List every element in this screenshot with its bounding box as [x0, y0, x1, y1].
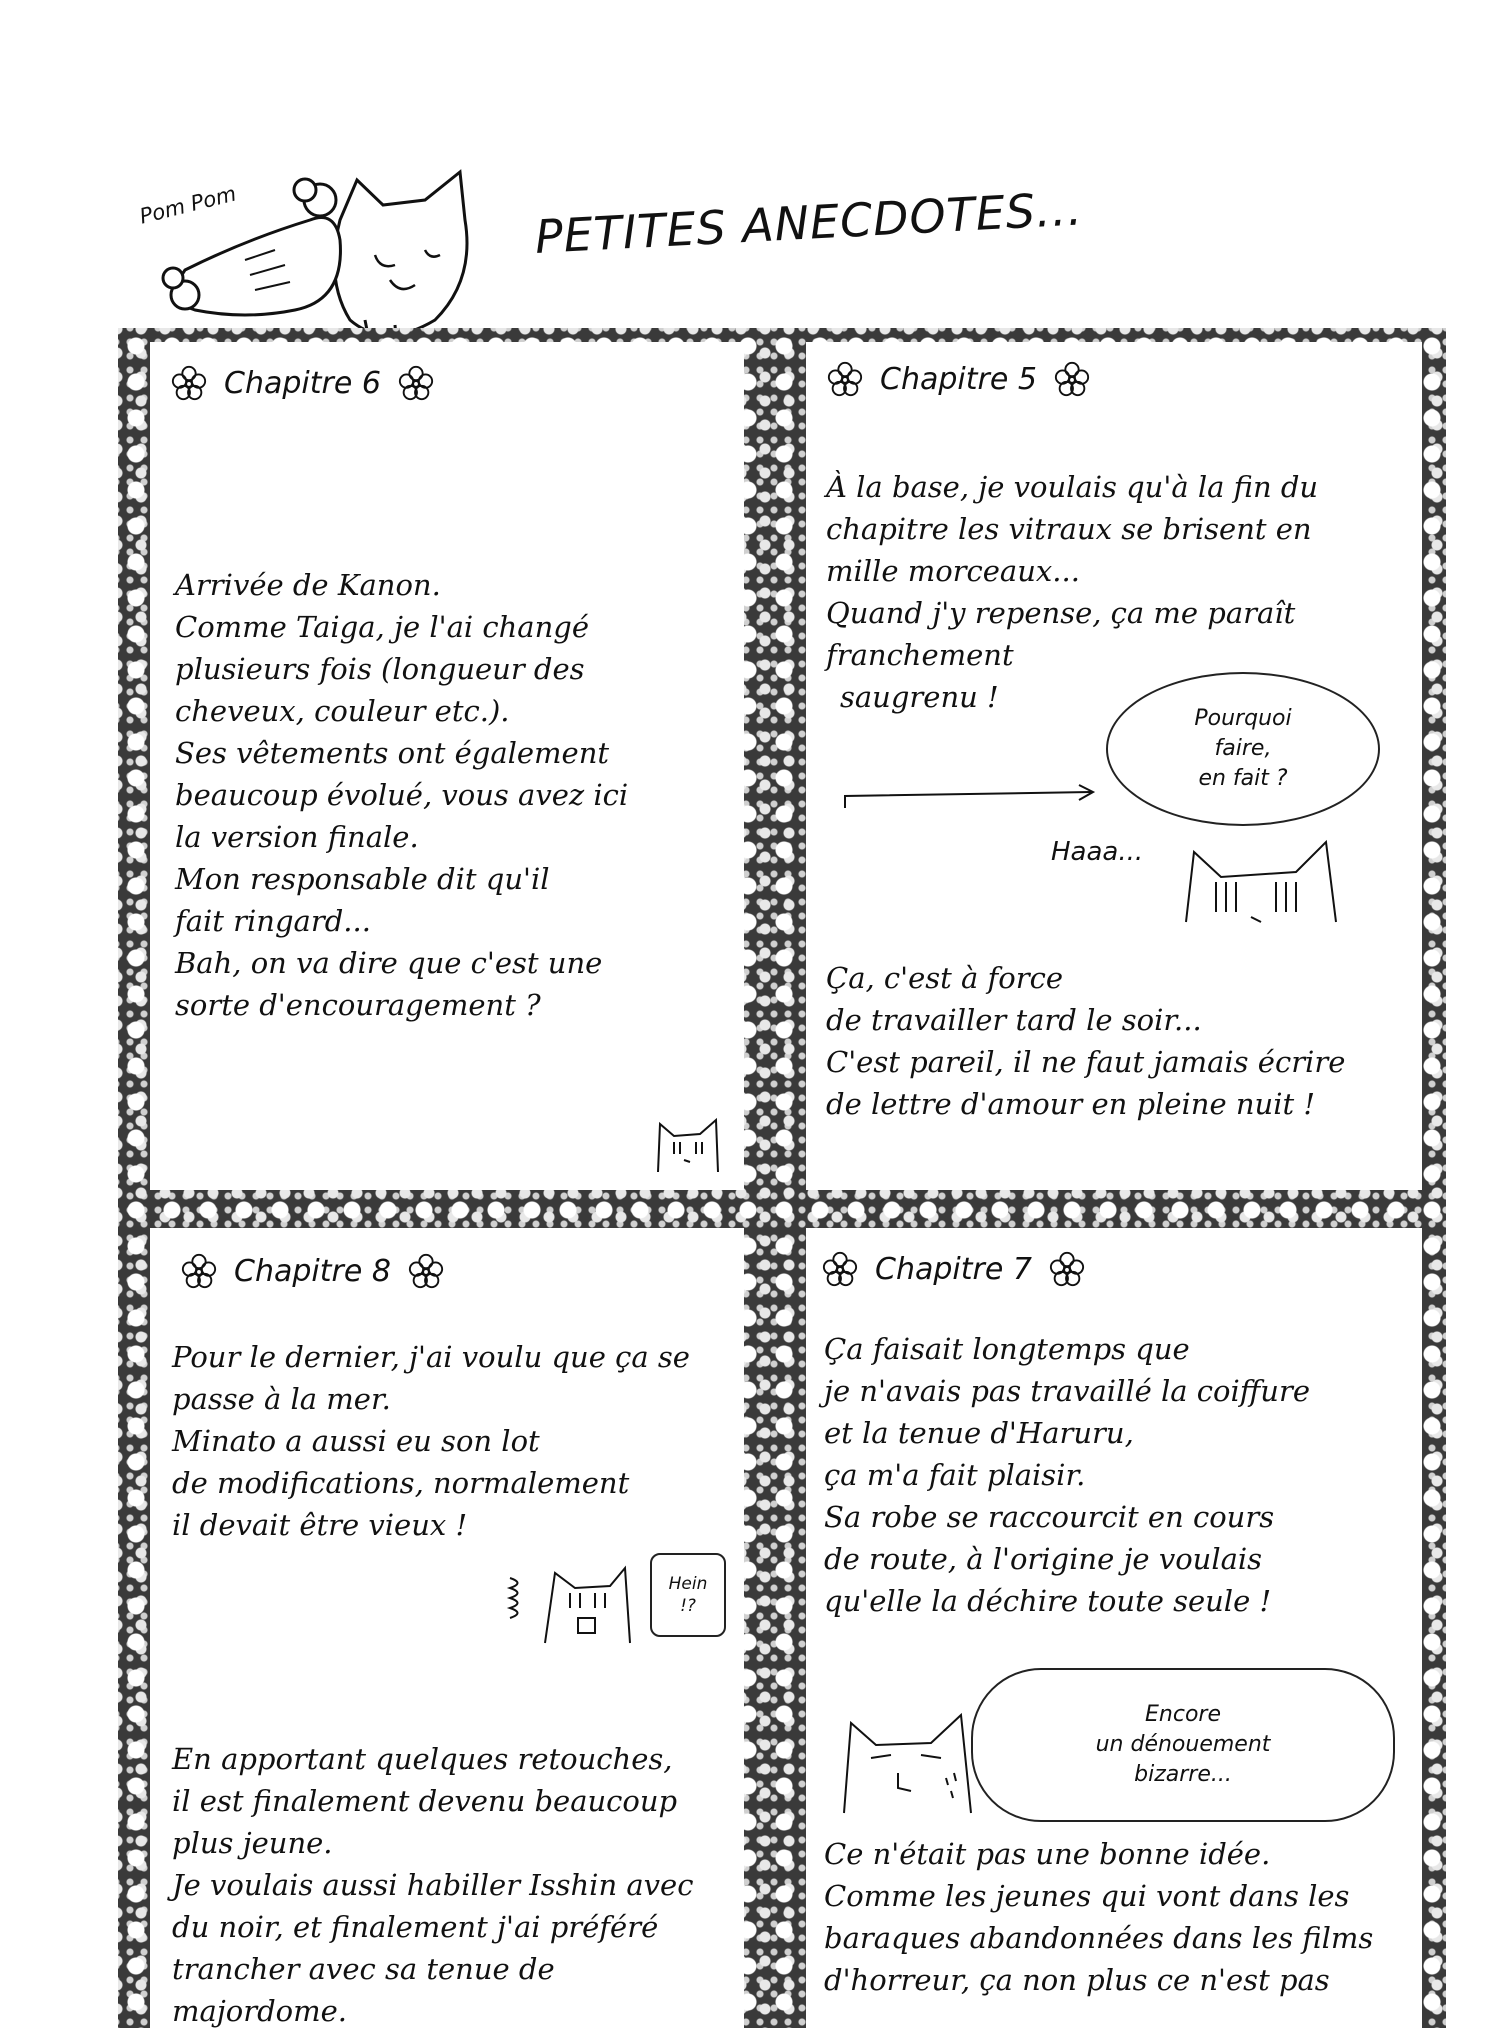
text-line: Minato a aussi eu son lot: [172, 1424, 540, 1458]
text-line: beaucoup évolué, vous avez ici: [175, 778, 629, 812]
bubble-line: en fait ?: [1198, 766, 1288, 791]
pom-pom-label: Pom Pom: [137, 181, 239, 229]
text-line: sorte d'encouragement ?: [175, 988, 541, 1022]
text-line: C'est pareil, il ne faut jamais écrire: [826, 1045, 1346, 1079]
bubble-line: Hein: [668, 1574, 708, 1594]
text-line: plusieurs fois (longueur des: [175, 652, 585, 686]
text-line: d'horreur, ça non plus ce n'est pas: [824, 1963, 1330, 1997]
text-line: il est finalement devenu beaucoup: [172, 1784, 678, 1818]
text-line: ça m'a fait plaisir.: [824, 1458, 1086, 1492]
text-line: il devait être vieux !: [172, 1508, 468, 1542]
chapter-6-heading: [170, 364, 435, 402]
speech-bubble: [971, 1668, 1395, 1822]
page-title: PETITES ANECDOTES...: [533, 181, 1085, 264]
text-line: de travailler tard le soir...: [826, 1003, 1202, 1037]
text-line: À la base, je voulais qu'à la fin du: [826, 470, 1319, 504]
sigh-label: Haaa...: [1051, 837, 1144, 867]
cat-doodle: [1176, 822, 1346, 942]
bubble-line: Pourquoi: [1194, 706, 1292, 731]
bubble-line: faire,: [1214, 736, 1272, 761]
text-line: Ça faisait longtemps que: [824, 1332, 1190, 1366]
panel-chapter-7: [806, 1228, 1422, 2028]
text-line: Pour le dernier, j'ai voulu que ça se: [172, 1340, 690, 1374]
bubble-line: Encore: [1145, 1702, 1221, 1727]
text-line: Comme les jeunes qui vont dans les: [824, 1879, 1350, 1913]
chapter-5-title: Chapitre 5: [880, 361, 1037, 397]
chapter-8-text-bottom: [172, 1738, 693, 2032]
startled-cat-doodle: [500, 1548, 640, 1648]
flower-icon: [826, 360, 864, 398]
chapter-8-heading: [180, 1252, 445, 1290]
chapter-8-text-top: [172, 1336, 690, 1546]
chapter-5-text-bottom: [826, 957, 1345, 1125]
text-line: Bah, on va dire que c'est une: [175, 946, 603, 980]
text-line: plus jeune.: [172, 1826, 333, 1860]
flower-icon: [397, 364, 435, 402]
text-line: chapitre les vitraux se brisent en: [826, 512, 1312, 546]
small-cat-doodle: [650, 1112, 725, 1177]
text-line: Quand j'y repense, ça me paraît: [826, 596, 1296, 630]
flower-icon: [1053, 360, 1091, 398]
text-line: majordome.: [172, 1994, 348, 2028]
text-line: baraques abandonnées dans les films: [824, 1921, 1374, 1955]
chapter-8-title: Chapitre 8: [234, 1253, 391, 1289]
text-line: et la tenue d'Haruru,: [824, 1416, 1134, 1450]
chapter-7-heading: [821, 1250, 1086, 1288]
text-line: Sa robe se raccourcit en cours: [824, 1500, 1275, 1534]
speech-bubble: [1106, 672, 1380, 826]
bubble-line: !?: [680, 1596, 696, 1616]
chapter-7-text-top: [824, 1328, 1310, 1622]
text-line: de modifications, normalement: [172, 1466, 630, 1500]
text-line: franchement: [826, 638, 1014, 672]
flower-icon: [180, 1252, 218, 1290]
bubble-line: un dénouement: [1095, 1732, 1271, 1757]
flower-icon: [1048, 1250, 1086, 1288]
cat-doodle: [836, 1703, 986, 1823]
text-line: je n'avais pas travaillé la coiffure: [824, 1374, 1311, 1408]
panel-chapter-5: [806, 342, 1422, 1190]
panel-chapter-8: [150, 1228, 744, 2028]
text-line: Je voulais aussi habiller Isshin avec: [172, 1868, 694, 1902]
flower-icon: [407, 1252, 445, 1290]
arrow-icon: [841, 782, 1101, 812]
flower-icon: [821, 1250, 859, 1288]
text-line: la version finale.: [175, 820, 419, 854]
text-line: mille morceaux...: [826, 554, 1080, 588]
bubble-line: bizarre...: [1134, 1762, 1232, 1787]
text-line: fait ringard...: [175, 904, 371, 938]
text-line: Arrivée de Kanon.: [175, 568, 441, 602]
chapter-7-title: Chapitre 7: [875, 1251, 1032, 1287]
text-line: trancher avec sa tenue de: [172, 1952, 555, 1986]
text-line: qu'elle la déchire toute seule !: [824, 1584, 1272, 1618]
text-line: Mon responsable dit qu'il: [175, 862, 550, 896]
text-line: Ses vêtements ont également: [175, 736, 610, 770]
flower-icon: [170, 364, 208, 402]
text-line: de lettre d'amour en pleine nuit !: [826, 1087, 1316, 1121]
text-line: Comme Taiga, je l'ai changé: [175, 610, 589, 644]
text-line: Ça, c'est à force: [826, 961, 1064, 995]
chapter-6-title: Chapitre 6: [224, 365, 381, 401]
text-line: saugrenu !: [840, 680, 999, 714]
chapter-5-heading: [826, 360, 1091, 398]
text-line: En apportant quelques retouches,: [172, 1742, 673, 1776]
text-line: de route, à l'origine je voulais: [824, 1542, 1263, 1576]
chapter-7-text-bottom: [824, 1833, 1373, 2001]
chapter-6-text: [175, 564, 628, 1026]
text-line: passe à la mer.: [172, 1382, 391, 1416]
text-line: cheveux, couleur etc.).: [175, 694, 510, 728]
speech-bubble: [650, 1553, 726, 1637]
panel-chapter-6: [150, 342, 744, 1190]
text-line: du noir, et finalement j'ai préféré: [172, 1910, 659, 1944]
text-line: Ce n'était pas une bonne idée.: [824, 1837, 1271, 1871]
